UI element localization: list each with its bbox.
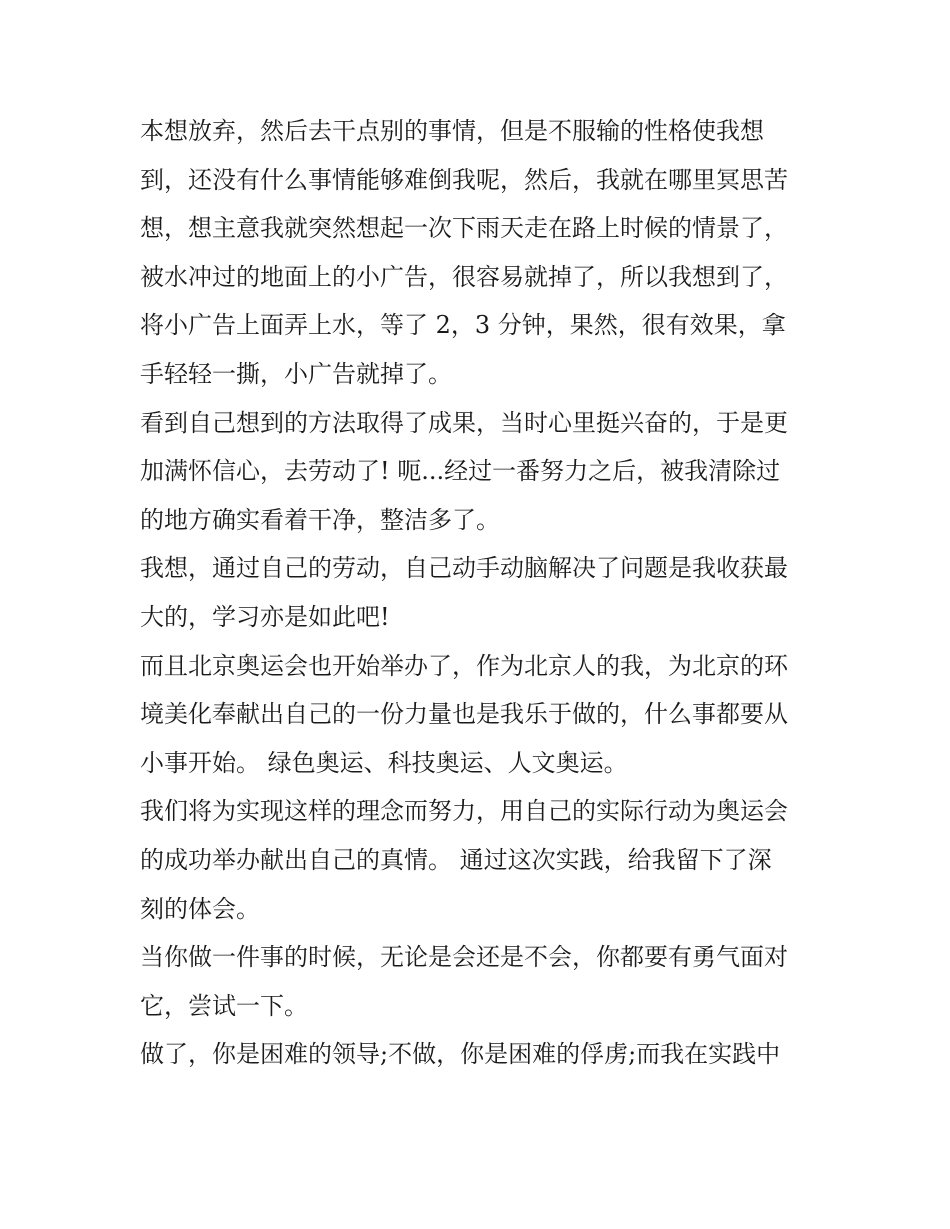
text-line: 到，还没有什么事情能够难倒我呢，然后，我就在哪里冥思苦 [140, 165, 788, 194]
text-line: 加满怀信心，去劳动了! 呃...经过一番努力之后，被我清除过 [140, 457, 781, 486]
text-line: 做了，你是困难的领导;不做，你是困难的俘虏;而我在实践中 [140, 1040, 781, 1069]
text-line: 而且北京奥运会也开始举办了，作为北京人的我，为北京的环 [140, 651, 788, 680]
text-line: 刻的体会。 [140, 894, 260, 923]
text-line: 想，想主意我就突然想起一次下雨天走在路上时候的情景了， [140, 214, 788, 243]
text-line: 本想放弃，然后去干点别的事情，但是不服输的性格使我想 [140, 117, 764, 145]
text-line: 它，尝试一下。 [140, 991, 308, 1020]
text-line: 将小广告上面弄上水，等了 2，3 分钟，果然，很有效果，拿 [140, 311, 786, 340]
text-line: 当你做一件事的时候，无论是会还是不会，你都要有勇气面对 [140, 943, 788, 972]
text-line: 手轻轻一撕，小广告就掉了。 [140, 359, 452, 388]
text-line: 我想，通过自己的劳动，自己动手动脑解决了问题是我收获最 [140, 554, 788, 583]
document-body [140, 107, 820, 1079]
text-line: 被水冲过的地面上的小广告，很容易就掉了，所以我想到了， [140, 262, 788, 291]
text-line: 看到自己想到的方法取得了成果，当时心里挺兴奋的，于是更 [140, 408, 788, 437]
text-line: 小事开始。 绿色奥运、科技奥运、人文奥运。 [140, 748, 628, 777]
text-line: 我们将为实现这样的理念而努力，用自己的实际行动为奥运会 [140, 797, 788, 826]
text-line: 境美化奉献出自己的一份力量也是我乐于做的，什么事都要从 [140, 700, 788, 729]
text-line: 的成功举办献出自己的真情。 通过这次实践，给我留下了深 [140, 845, 772, 874]
text-line: 大的，学习亦是如此吧! [140, 602, 390, 631]
text-line: 的地方确实看着干净，整洁多了。 [140, 505, 500, 534]
